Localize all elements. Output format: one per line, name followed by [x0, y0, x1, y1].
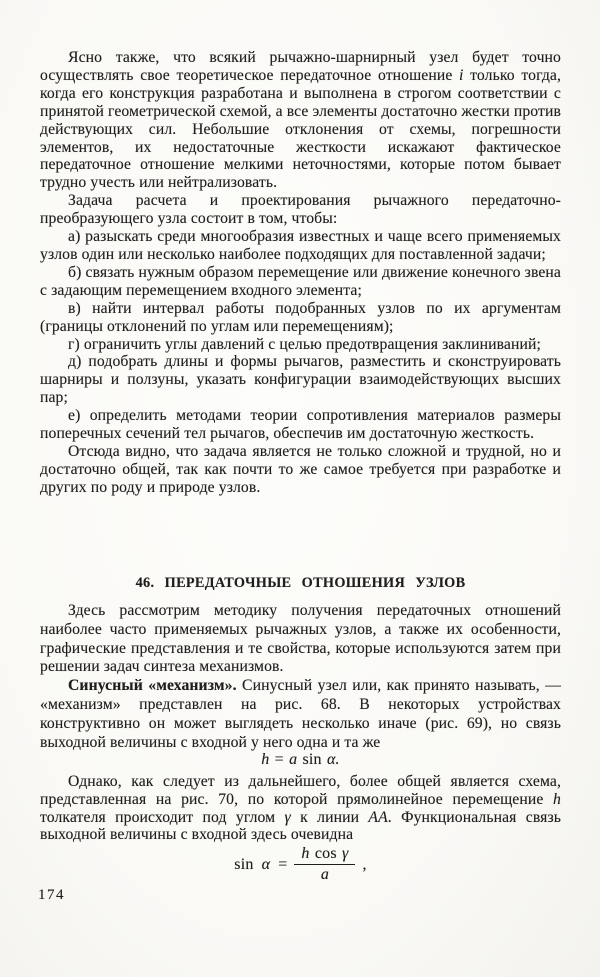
list-item-a: а) разыскать среди многообразия известных и чаще всего применяемых узлов один или несколько наиболее подходящих для поставленной задачи;: [40, 228, 561, 263]
paragraph-text: Ясно также, что всякий рычажно-шарнирный узел будет точно осуществлять свое теоретическое передаточное отношение: [40, 49, 561, 84]
variable-h: h: [301, 845, 310, 862]
variable-i: i: [459, 66, 464, 84]
paragraph-intro: [40, 49, 561, 192]
formula-sin-alpha-fraction: [40, 845, 561, 885]
body-text-bottom: [40, 773, 561, 844]
paragraph-conclusion: Отсюда видно, что задача является не только сложной и трудной, но и достаточно общей, так как почти то же самое требуется при разработке и других по роду и природе узлов.: [40, 442, 561, 496]
variable-h: h: [553, 790, 561, 808]
list-item-v: в) найти интервал работы подобранных узлов по их аргументам (границы отклонений по углам или перемещениям);: [40, 299, 561, 335]
paragraph-text: толкателя происходит под углом: [40, 808, 285, 826]
fraction-numerator: [294, 845, 355, 865]
variable-a: a: [320, 866, 330, 884]
body-text-top: [40, 49, 561, 497]
cos-function: cos: [314, 845, 337, 862]
paragraph-text: . Функциональная связь выходной величины с входной здесь очевидна: [40, 808, 562, 844]
paragraph-sine-mechanism: [40, 677, 561, 752]
page-number: 174: [38, 887, 65, 903]
equals-sign: =: [278, 855, 288, 873]
variable-a: a: [289, 751, 298, 768]
variable-h: h: [261, 751, 270, 768]
section-heading: 46. ПЕРЕДАТОЧНЫЕ ОТНОШЕНИЯ УЗЛОВ: [135, 575, 466, 591]
fraction-denominator: [320, 865, 330, 884]
variable-alpha: α: [261, 855, 271, 873]
paragraph-text: Синусный узел или, как принято называть, — «механизм» представлен на рис. 68. В некоторых устройствах конструктивно он может выглядеть несколько иначе (рис. 69), но связь выходной величины с входной у него одна и та же: [40, 677, 562, 751]
variable-alpha: α.: [326, 751, 340, 768]
list-item-d: д) подобрать длины и формы рычагов, разместить и сконструировать шарниры и ползуны, указать конфигурации взаимодействующих высших пар;: [40, 353, 561, 407]
variable-gamma: γ: [341, 845, 349, 862]
body-text-middle: [40, 602, 561, 752]
fraction: [294, 845, 355, 885]
list-item-b: б) связать нужным образом перемещение или движение конечного звена с задающим перемещением входного элемента;: [40, 263, 561, 299]
list-item-e: е) определить методами теории сопротивления материалов размеры поперечных сечений тел рычагов, обеспечив им достаточную жесткость.: [40, 407, 561, 443]
list-item-g: г) ограничить углы давлений с целью предотвращения заклиниваний;: [68, 335, 541, 353]
sin-function: sin: [234, 855, 254, 873]
paragraph-task: Задача расчета и проектирования рычажного передаточно-преобразующего узла состоит в том, чтобы:: [40, 192, 561, 228]
variable-gamma: γ: [284, 808, 291, 826]
paragraph-lead-in: Синусный «механизм».: [68, 677, 237, 695]
formula-h-equals-a-sin-alpha: [40, 751, 561, 769]
equals-sign: =: [274, 751, 284, 768]
paragraph-text: только тогда, когда его конструкция разработана и выполнена в строгом соответствии с принятой геометрической схемой, а все элементы достаточно жестки против действующих сил. Небольшие отклонения от схемы, погрешности элементов, их недостаточные жесткости искажают фактическое передаточное отношение мелкими неточностями, которые потом бывает трудно учесть или нейтрализовать.: [40, 66, 561, 192]
paragraph-text: к линии: [290, 808, 369, 826]
sin-function: sin: [302, 751, 322, 768]
paragraph-text: Однако, как следует из дальнейшего, более общей является схема, представленная на рис. 70, по которой прямолинейное перемещение: [40, 773, 561, 808]
paragraph-overview: Здесь рассмотрим методику получения передаточных отношений наиболее часто применяемых рычажных узлов, а также их особенности, графические представления и те свойства, которые используются затем при решении задач синтеза механизмов.: [40, 602, 561, 676]
comma: ,: [362, 855, 367, 873]
line-label-aa: АА: [368, 808, 388, 826]
paragraph-general-scheme: [40, 773, 561, 844]
